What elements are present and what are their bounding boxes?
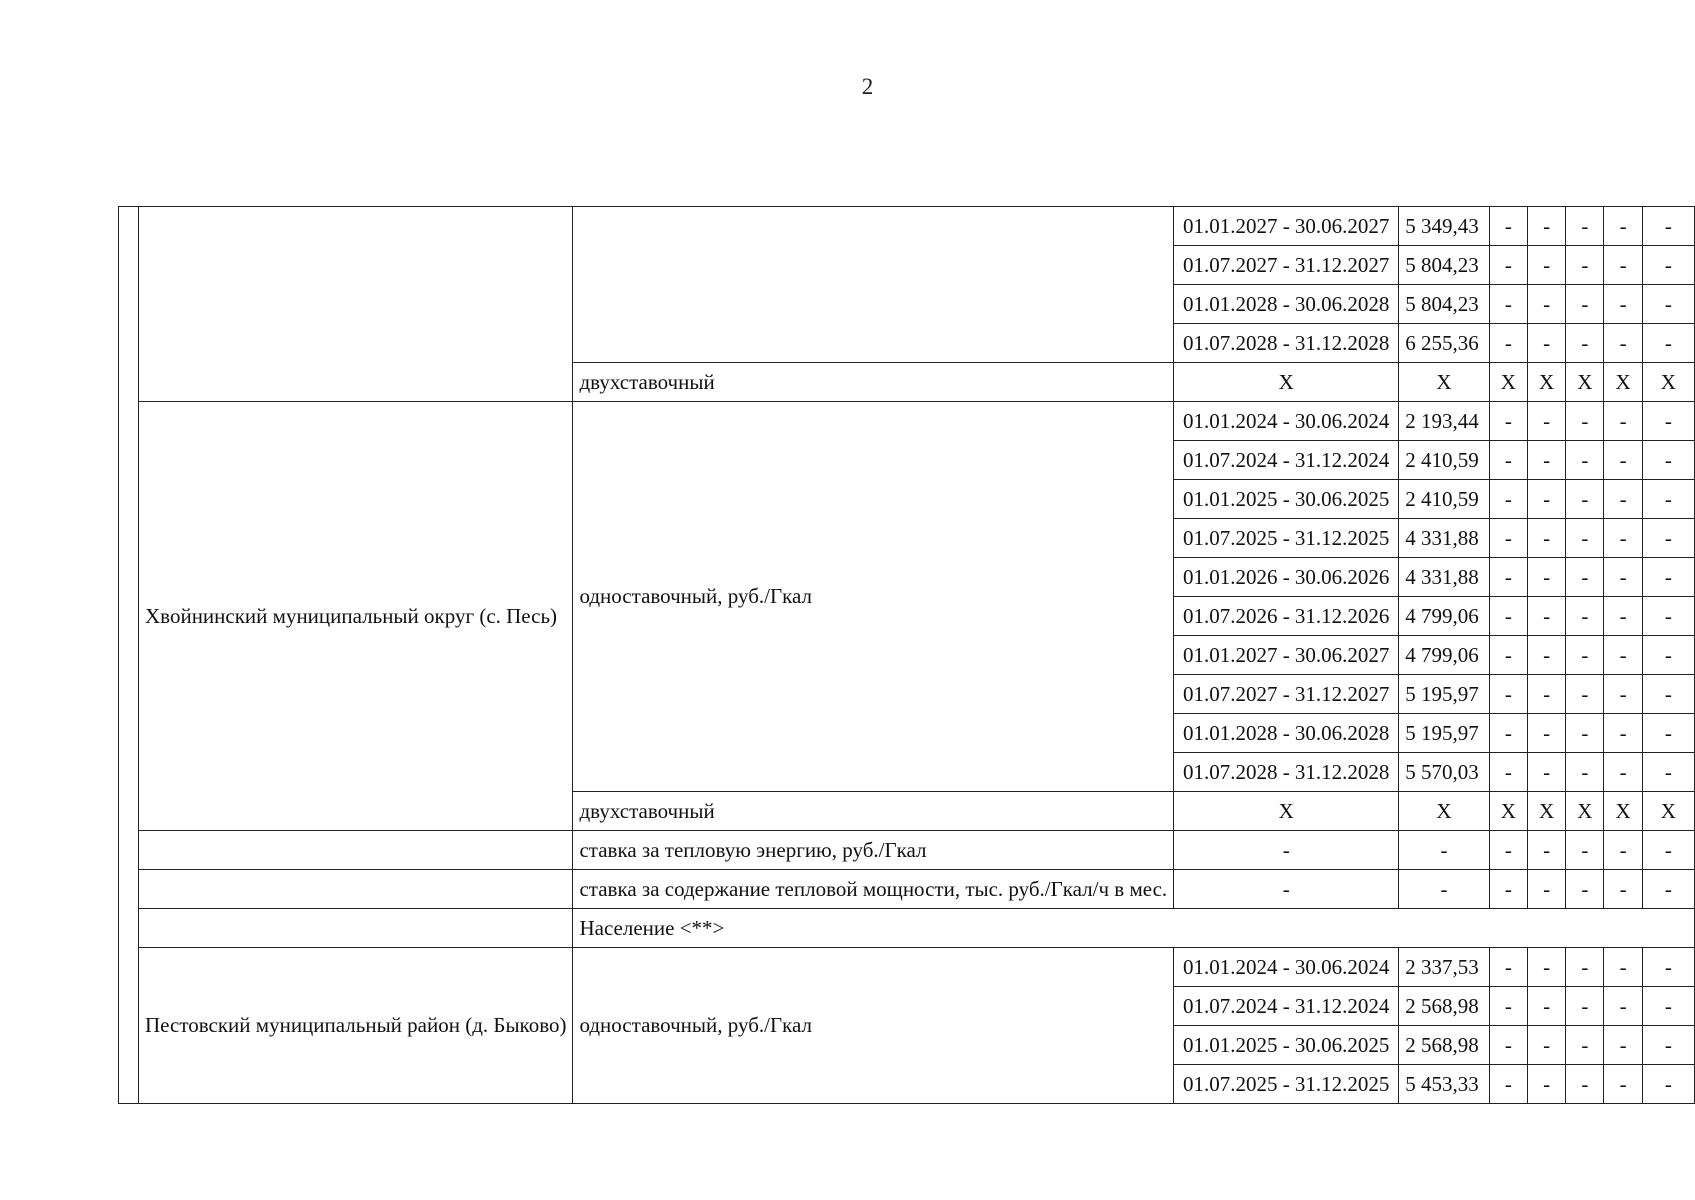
dash-cell: - xyxy=(1566,402,1604,441)
dash-cell: - xyxy=(1642,441,1694,480)
dash-cell: - xyxy=(1604,519,1642,558)
municipality-cell: Пестовский муниципальный район (д. Быково) xyxy=(139,948,573,1104)
dash-cell: - xyxy=(1527,246,1565,285)
dash-cell: - xyxy=(1642,324,1694,363)
dash-cell: - xyxy=(1642,207,1694,246)
dash-cell: - xyxy=(1527,597,1565,636)
dash-cell: - xyxy=(1174,831,1399,870)
dash-cell: - xyxy=(1604,675,1642,714)
dash-cell: - xyxy=(1604,987,1642,1026)
dash-cell: - xyxy=(1527,441,1565,480)
dash-cell: - xyxy=(1489,831,1527,870)
dash-cell: - xyxy=(1604,636,1642,675)
x-cell: X xyxy=(1174,363,1399,402)
period-cell: 01.01.2027 - 30.06.2027 xyxy=(1174,207,1399,246)
period-cell: 01.07.2024 - 31.12.2024 xyxy=(1174,987,1399,1026)
period-cell: 01.01.2025 - 30.06.2025 xyxy=(1174,1026,1399,1065)
dash-cell: - xyxy=(1527,714,1565,753)
dash-cell: - xyxy=(1604,402,1642,441)
dash-cell: - xyxy=(1604,207,1642,246)
dash-cell: - xyxy=(1566,324,1604,363)
dash-cell: - xyxy=(1489,480,1527,519)
dash-cell: - xyxy=(1527,519,1565,558)
dash-cell: - xyxy=(1642,246,1694,285)
dash-cell: - xyxy=(1642,948,1694,987)
value-cell: 5 195,97 xyxy=(1399,714,1489,753)
table-row xyxy=(119,909,1695,948)
dash-cell: - xyxy=(1642,1026,1694,1065)
value-cell: 5 195,97 xyxy=(1399,675,1489,714)
dash-cell: - xyxy=(1566,597,1604,636)
value-cell: 2 410,59 xyxy=(1399,480,1489,519)
period-cell: 01.07.2027 - 31.12.2027 xyxy=(1174,246,1399,285)
dash-cell: - xyxy=(1642,714,1694,753)
dash-cell: - xyxy=(1489,402,1527,441)
dash-cell: - xyxy=(1604,1065,1642,1104)
period-cell: 01.07.2027 - 31.12.2027 xyxy=(1174,675,1399,714)
page-number: 2 xyxy=(861,74,874,99)
dash-cell: - xyxy=(1604,246,1642,285)
dash-cell: - xyxy=(1642,753,1694,792)
dash-cell: - xyxy=(1642,636,1694,675)
dash-cell: - xyxy=(1642,480,1694,519)
municipality-cell xyxy=(139,831,573,870)
x-cell: X xyxy=(1642,363,1694,402)
value-cell: 6 255,36 xyxy=(1399,324,1489,363)
value-cell: 2 568,98 xyxy=(1399,987,1489,1026)
x-cell: X xyxy=(1174,792,1399,831)
dash-cell: - xyxy=(1566,1065,1604,1104)
period-cell: 01.01.2024 - 30.06.2024 xyxy=(1174,402,1399,441)
dash-cell: - xyxy=(1566,714,1604,753)
dash-cell: - xyxy=(1642,558,1694,597)
dash-cell: - xyxy=(1566,558,1604,597)
x-cell: X xyxy=(1399,792,1489,831)
value-cell: 4 799,06 xyxy=(1399,636,1489,675)
period-cell: 01.01.2027 - 30.06.2027 xyxy=(1174,636,1399,675)
period-cell: 01.01.2026 - 30.06.2026 xyxy=(1174,558,1399,597)
dash-cell: - xyxy=(1642,870,1694,909)
municipality-cell: Хвойнинский муниципальный округ (с. Песь) xyxy=(139,402,573,831)
dash-cell: - xyxy=(1566,675,1604,714)
dash-cell: - xyxy=(1642,675,1694,714)
dash-cell: - xyxy=(1489,948,1527,987)
dash-cell: - xyxy=(1489,636,1527,675)
period-cell: 01.01.2025 - 30.06.2025 xyxy=(1174,480,1399,519)
x-cell: X xyxy=(1489,363,1527,402)
dash-cell: - xyxy=(1489,324,1527,363)
dash-cell: - xyxy=(1527,636,1565,675)
municipality-cell xyxy=(139,870,573,909)
tariff-type-cell xyxy=(573,207,1174,363)
dash-cell: - xyxy=(1489,1065,1527,1104)
dash-cell: - xyxy=(1489,987,1527,1026)
tariff-type-cell: ставка за тепловую энергию, руб./Гкал xyxy=(573,831,1174,870)
x-cell: X xyxy=(1604,363,1642,402)
x-cell: X xyxy=(1566,792,1604,831)
dash-cell: - xyxy=(1527,324,1565,363)
value-cell: 2 337,53 xyxy=(1399,948,1489,987)
x-cell: X xyxy=(1527,363,1565,402)
municipality-cell xyxy=(139,207,573,402)
dash-cell: - xyxy=(1604,948,1642,987)
dash-cell: - xyxy=(1489,441,1527,480)
dash-cell: - xyxy=(1604,480,1642,519)
dash-cell: - xyxy=(1489,870,1527,909)
dash-cell: - xyxy=(1489,597,1527,636)
dash-cell: - xyxy=(1489,675,1527,714)
x-cell: X xyxy=(1489,792,1527,831)
dash-cell: - xyxy=(1566,207,1604,246)
period-cell: 01.07.2026 - 31.12.2026 xyxy=(1174,597,1399,636)
value-cell: 2 568,98 xyxy=(1399,1026,1489,1065)
table-row xyxy=(119,948,1695,987)
dash-cell: - xyxy=(1604,597,1642,636)
value-cell: 4 331,88 xyxy=(1399,519,1489,558)
table-row xyxy=(119,402,1695,441)
period-cell: 01.07.2024 - 31.12.2024 xyxy=(1174,441,1399,480)
dash-cell: - xyxy=(1604,285,1642,324)
table-row xyxy=(119,207,1695,246)
dash-cell: - xyxy=(1566,948,1604,987)
dash-cell: - xyxy=(1489,753,1527,792)
dash-cell: - xyxy=(1566,987,1604,1026)
period-cell: 01.07.2025 - 31.12.2025 xyxy=(1174,519,1399,558)
value-cell: 5 453,33 xyxy=(1399,1065,1489,1104)
dash-cell: - xyxy=(1527,402,1565,441)
dash-cell: - xyxy=(1566,480,1604,519)
dash-cell: - xyxy=(1642,285,1694,324)
dash-cell: - xyxy=(1566,519,1604,558)
dash-cell: - xyxy=(1527,675,1565,714)
group-header: Население <**> xyxy=(573,909,1695,948)
dash-cell: - xyxy=(1527,831,1565,870)
dash-cell: - xyxy=(1527,870,1565,909)
dash-cell: - xyxy=(1566,285,1604,324)
dash-cell: - xyxy=(1527,285,1565,324)
dash-cell: - xyxy=(1642,402,1694,441)
dash-cell: - xyxy=(1566,870,1604,909)
value-cell: 4 799,06 xyxy=(1399,597,1489,636)
dash-cell: - xyxy=(1399,870,1489,909)
table-row xyxy=(119,870,1695,909)
value-cell: 4 331,88 xyxy=(1399,558,1489,597)
tariff-type-cell: двухставочный xyxy=(573,363,1174,402)
dash-cell: - xyxy=(1604,441,1642,480)
dash-cell: - xyxy=(1527,1026,1565,1065)
x-cell: X xyxy=(1604,792,1642,831)
dash-cell: - xyxy=(1489,207,1527,246)
dash-cell: - xyxy=(1642,597,1694,636)
municipality-cell xyxy=(139,909,573,948)
period-cell: 01.07.2025 - 31.12.2025 xyxy=(1174,1065,1399,1104)
tariff-type-cell: ставка за содержание тепловой мощности, тыс. руб./Гкал/ч в мес. xyxy=(573,870,1174,909)
dash-cell: - xyxy=(1489,714,1527,753)
dash-cell: - xyxy=(1527,558,1565,597)
dash-cell: - xyxy=(1489,558,1527,597)
dash-cell: - xyxy=(1604,753,1642,792)
dash-cell: - xyxy=(1566,246,1604,285)
value-cell: 5 570,03 xyxy=(1399,753,1489,792)
period-cell: 01.07.2028 - 31.12.2028 xyxy=(1174,324,1399,363)
dash-cell: - xyxy=(1604,831,1642,870)
tariff-type-cell: одноставочный, руб./Гкал xyxy=(573,402,1174,792)
row-number-cell xyxy=(119,207,139,1104)
tariff-table xyxy=(118,206,1695,1104)
dash-cell: - xyxy=(1174,870,1399,909)
dash-cell: - xyxy=(1642,987,1694,1026)
value-cell: 5 804,23 xyxy=(1399,285,1489,324)
x-cell: X xyxy=(1527,792,1565,831)
dash-cell: - xyxy=(1642,1065,1694,1104)
x-cell: X xyxy=(1399,363,1489,402)
dash-cell: - xyxy=(1604,870,1642,909)
dash-cell: - xyxy=(1527,753,1565,792)
dash-cell: - xyxy=(1489,519,1527,558)
dash-cell: - xyxy=(1527,987,1565,1026)
value-cell: 5 804,23 xyxy=(1399,246,1489,285)
period-cell: 01.01.2028 - 30.06.2028 xyxy=(1174,714,1399,753)
dash-cell: - xyxy=(1489,1026,1527,1065)
dash-cell: - xyxy=(1642,519,1694,558)
x-cell: X xyxy=(1566,363,1604,402)
dash-cell: - xyxy=(1604,714,1642,753)
period-cell: 01.01.2028 - 30.06.2028 xyxy=(1174,285,1399,324)
dash-cell: - xyxy=(1527,948,1565,987)
dash-cell: - xyxy=(1566,1026,1604,1065)
dash-cell: - xyxy=(1566,831,1604,870)
value-cell: 2 410,59 xyxy=(1399,441,1489,480)
dash-cell: - xyxy=(1604,558,1642,597)
dash-cell: - xyxy=(1604,1026,1642,1065)
dash-cell: - xyxy=(1489,246,1527,285)
value-cell: 2 193,44 xyxy=(1399,402,1489,441)
dash-cell: - xyxy=(1527,1065,1565,1104)
dash-cell: - xyxy=(1642,831,1694,870)
period-cell: 01.07.2028 - 31.12.2028 xyxy=(1174,753,1399,792)
dash-cell: - xyxy=(1489,285,1527,324)
x-cell: X xyxy=(1642,792,1694,831)
dash-cell: - xyxy=(1399,831,1489,870)
tariff-type-cell: двухставочный xyxy=(573,792,1174,831)
dash-cell: - xyxy=(1566,636,1604,675)
tariff-type-cell: одноставочный, руб./Гкал xyxy=(573,948,1174,1104)
dash-cell: - xyxy=(1527,480,1565,519)
table-row xyxy=(119,831,1695,870)
dash-cell: - xyxy=(1604,324,1642,363)
period-cell: 01.01.2024 - 30.06.2024 xyxy=(1174,948,1399,987)
value-cell: 5 349,43 xyxy=(1399,207,1489,246)
dash-cell: - xyxy=(1527,207,1565,246)
dash-cell: - xyxy=(1566,441,1604,480)
dash-cell: - xyxy=(1566,753,1604,792)
